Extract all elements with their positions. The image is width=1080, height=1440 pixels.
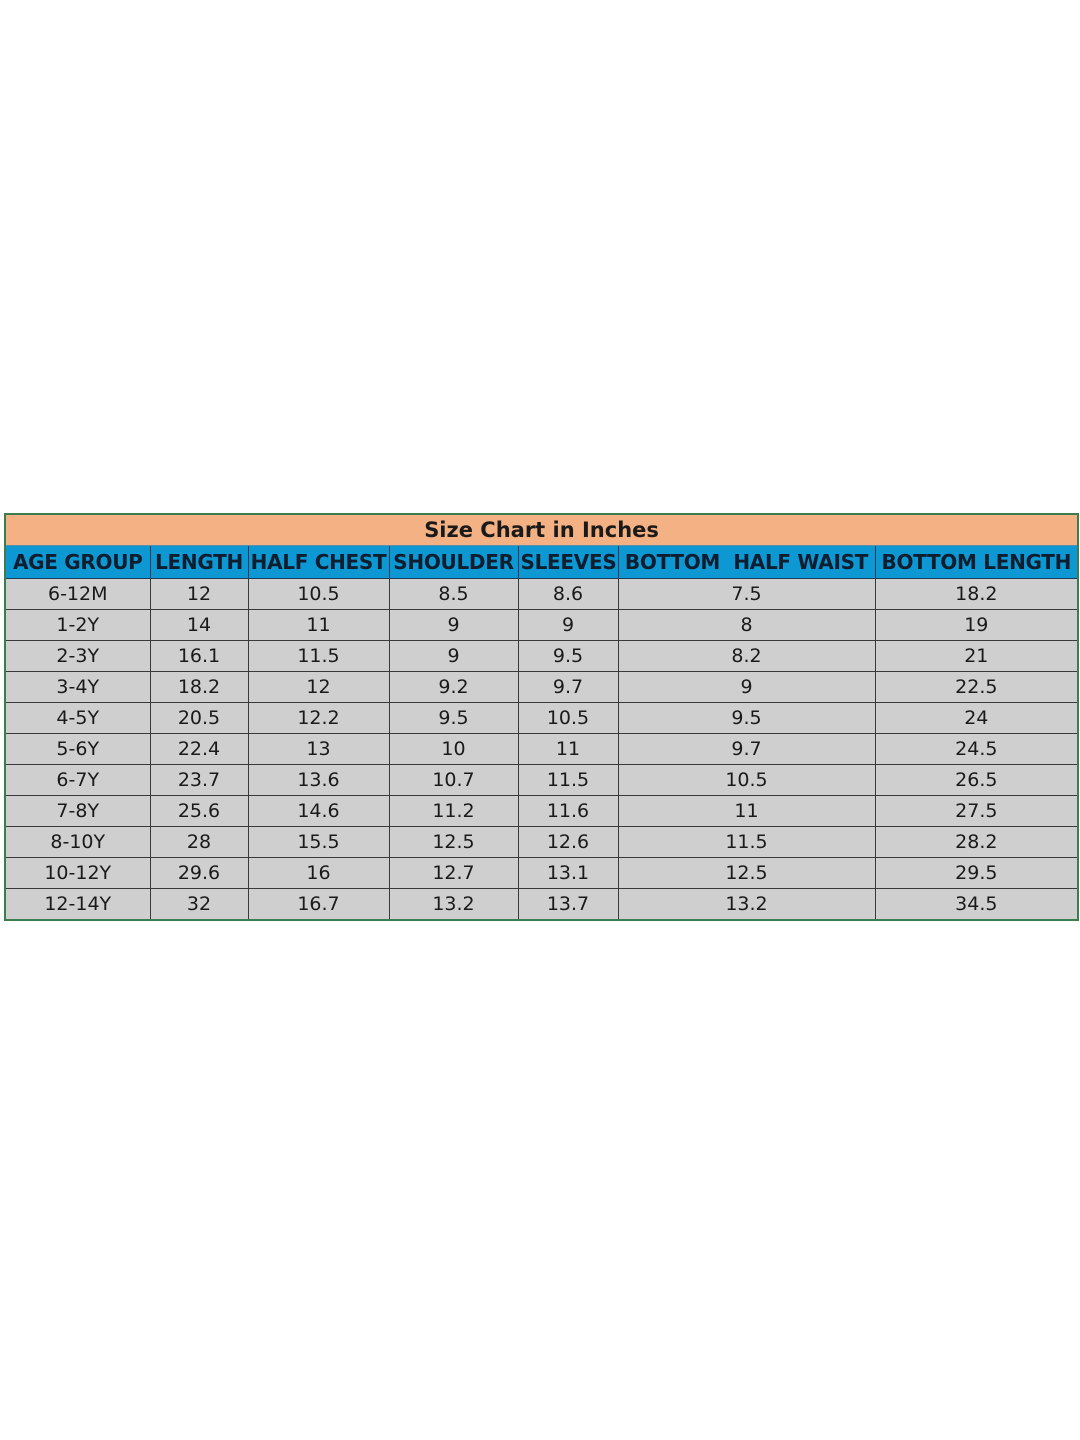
cell-length: 12 — [150, 579, 248, 610]
column-header-length: LENGTH — [150, 546, 248, 579]
cell-bottom-half-waist: 9.7 — [618, 734, 875, 765]
cell-bottom-half-waist: 7.5 — [618, 579, 875, 610]
cell-bottom-half-waist: 11.5 — [618, 827, 875, 858]
cell-half-chest: 11 — [248, 610, 389, 641]
cell-bottom-length: 26.5 — [875, 765, 1077, 796]
cell-length: 22.4 — [150, 734, 248, 765]
cell-length: 25.6 — [150, 796, 248, 827]
cell-half-chest: 15.5 — [248, 827, 389, 858]
cell-bottom-length: 34.5 — [875, 889, 1077, 920]
cell-shoulder: 9 — [389, 641, 518, 672]
header-row — [6, 546, 1077, 579]
cell-bottom-half-waist: 8.2 — [618, 641, 875, 672]
cell-bottom-length: 21 — [875, 641, 1077, 672]
cell-half-chest: 16 — [248, 858, 389, 889]
cell-half-chest: 12.2 — [248, 703, 389, 734]
cell-age-group: 7-8Y — [6, 796, 150, 827]
table-row — [6, 858, 1077, 889]
cell-age-group: 5-6Y — [6, 734, 150, 765]
cell-bottom-length: 24 — [875, 703, 1077, 734]
cell-shoulder: 11.2 — [389, 796, 518, 827]
cell-age-group: 4-5Y — [6, 703, 150, 734]
chart-title: Size Chart in Inches — [6, 515, 1077, 546]
table-row — [6, 765, 1077, 796]
cell-length: 20.5 — [150, 703, 248, 734]
cell-sleeves: 9 — [518, 610, 618, 641]
table-row — [6, 734, 1077, 765]
cell-bottom-length: 24.5 — [875, 734, 1077, 765]
cell-half-chest: 10.5 — [248, 579, 389, 610]
cell-age-group: 2-3Y — [6, 641, 150, 672]
cell-length: 28 — [150, 827, 248, 858]
cell-bottom-half-waist: 9 — [618, 672, 875, 703]
column-header-age-group: AGE GROUP — [6, 546, 150, 579]
cell-age-group: 10-12Y — [6, 858, 150, 889]
table-row — [6, 889, 1077, 920]
cell-age-group: 6-7Y — [6, 765, 150, 796]
cell-shoulder: 8.5 — [389, 579, 518, 610]
cell-sleeves: 11.5 — [518, 765, 618, 796]
cell-bottom-length: 29.5 — [875, 858, 1077, 889]
cell-bottom-half-waist: 11 — [618, 796, 875, 827]
column-header-bottom-length: BOTTOM LENGTH — [875, 546, 1077, 579]
cell-bottom-length: 28.2 — [875, 827, 1077, 858]
cell-shoulder: 12.5 — [389, 827, 518, 858]
table-row — [6, 827, 1077, 858]
cell-length: 16.1 — [150, 641, 248, 672]
cell-half-chest: 11.5 — [248, 641, 389, 672]
cell-length: 14 — [150, 610, 248, 641]
table-row — [6, 672, 1077, 703]
cell-age-group: 8-10Y — [6, 827, 150, 858]
size-table — [6, 515, 1077, 919]
cell-bottom-half-waist: 10.5 — [618, 765, 875, 796]
cell-bottom-half-waist: 8 — [618, 610, 875, 641]
cell-sleeves: 11.6 — [518, 796, 618, 827]
cell-sleeves: 10.5 — [518, 703, 618, 734]
table-row — [6, 579, 1077, 610]
cell-bottom-half-waist: 13.2 — [618, 889, 875, 920]
column-header-shoulder: SHOULDER — [389, 546, 518, 579]
cell-bottom-length: 27.5 — [875, 796, 1077, 827]
cell-sleeves: 9.5 — [518, 641, 618, 672]
cell-shoulder: 9.2 — [389, 672, 518, 703]
cell-age-group: 3-4Y — [6, 672, 150, 703]
cell-sleeves: 9.7 — [518, 672, 618, 703]
cell-half-chest: 12 — [248, 672, 389, 703]
cell-bottom-half-waist: 9.5 — [618, 703, 875, 734]
cell-half-chest: 13 — [248, 734, 389, 765]
cell-length: 18.2 — [150, 672, 248, 703]
cell-sleeves: 12.6 — [518, 827, 618, 858]
cell-shoulder: 9.5 — [389, 703, 518, 734]
cell-half-chest: 14.6 — [248, 796, 389, 827]
cell-half-chest: 16.7 — [248, 889, 389, 920]
table-body — [6, 579, 1077, 920]
cell-shoulder: 9 — [389, 610, 518, 641]
table-row — [6, 796, 1077, 827]
cell-age-group: 12-14Y — [6, 889, 150, 920]
cell-sleeves: 11 — [518, 734, 618, 765]
column-header-half-chest: HALF CHEST — [248, 546, 389, 579]
cell-bottom-half-waist: 12.5 — [618, 858, 875, 889]
cell-half-chest: 13.6 — [248, 765, 389, 796]
column-header-sleeves: SLEEVES — [518, 546, 618, 579]
cell-length: 29.6 — [150, 858, 248, 889]
cell-age-group: 1-2Y — [6, 610, 150, 641]
cell-shoulder: 13.2 — [389, 889, 518, 920]
cell-sleeves: 8.6 — [518, 579, 618, 610]
cell-bottom-length: 18.2 — [875, 579, 1077, 610]
table-row — [6, 610, 1077, 641]
size-chart — [4, 513, 1079, 921]
cell-shoulder: 10 — [389, 734, 518, 765]
cell-shoulder: 12.7 — [389, 858, 518, 889]
table-row — [6, 641, 1077, 672]
cell-length: 32 — [150, 889, 248, 920]
cell-shoulder: 10.7 — [389, 765, 518, 796]
table-row — [6, 703, 1077, 734]
cell-bottom-length: 19 — [875, 610, 1077, 641]
cell-sleeves: 13.1 — [518, 858, 618, 889]
cell-length: 23.7 — [150, 765, 248, 796]
cell-sleeves: 13.7 — [518, 889, 618, 920]
column-header-bottom-half-waist: BOTTOM HALF WAIST — [618, 546, 875, 579]
cell-bottom-length: 22.5 — [875, 672, 1077, 703]
cell-age-group: 6-12M — [6, 579, 150, 610]
